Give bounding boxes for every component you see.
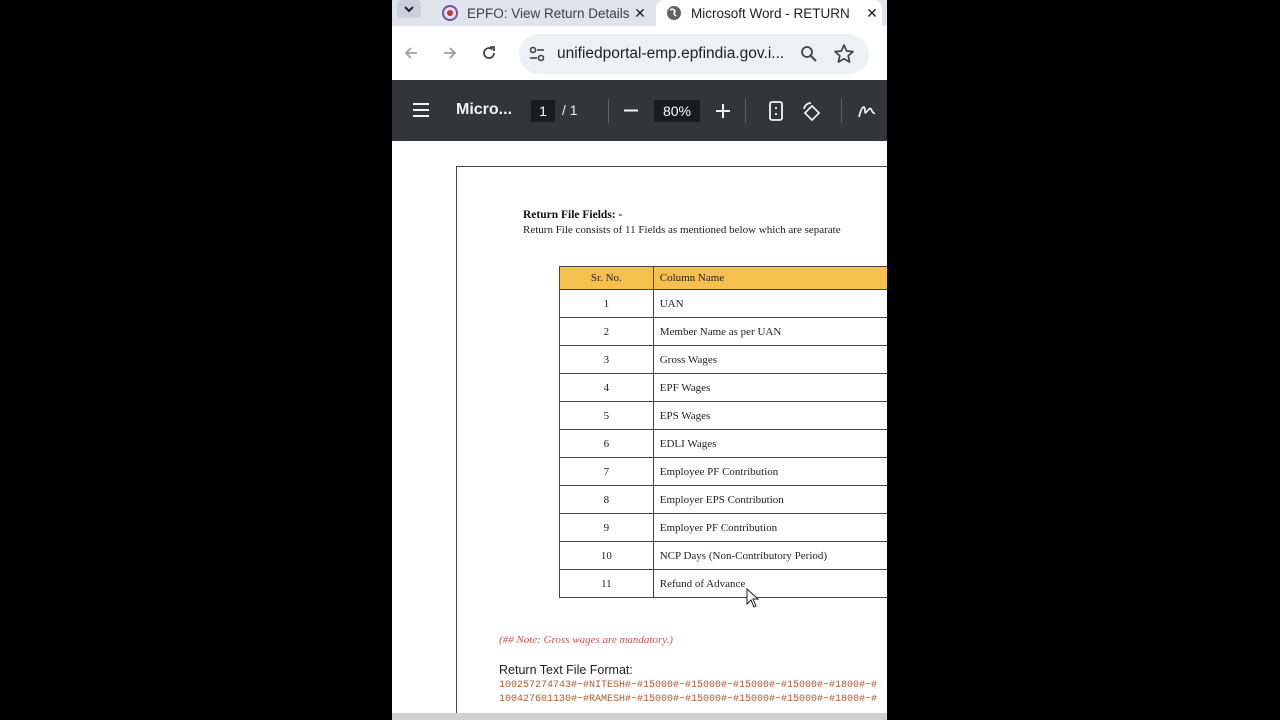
table-header-row	[560, 267, 888, 290]
page-number-input[interactable]: 1	[531, 100, 555, 122]
header-sr-no: Sr. No.	[560, 267, 654, 290]
table-row	[560, 542, 888, 570]
zoom-magnifier-icon[interactable]	[799, 44, 819, 64]
cell-column-name: Gross Wages	[653, 346, 887, 374]
close-tab-icon[interactable]: ✕	[866, 4, 878, 21]
cell-sr-no: 3	[560, 346, 654, 374]
table-row	[560, 430, 888, 458]
cell-sr-no: 8	[560, 486, 654, 514]
epfo-logo-icon	[442, 5, 458, 21]
cell-column-name: Employer EPS Contribution	[653, 486, 887, 514]
gross-wages-note: (## Note: Gross wages are mandatory.)	[499, 634, 673, 646]
browser-window	[392, 0, 887, 720]
annotate-pen-icon[interactable]	[857, 100, 877, 122]
cell-sr-no: 10	[560, 542, 654, 570]
section-heading: Return File Fields: -	[523, 209, 623, 221]
horizontal-scrollbar[interactable]	[392, 713, 887, 720]
zoom-level-input[interactable]: 80%	[654, 100, 700, 122]
cell-sr-no: 4	[560, 374, 654, 402]
globe-icon	[666, 5, 682, 21]
reload-icon	[481, 45, 497, 61]
toolbar-divider	[841, 99, 842, 123]
table-row	[560, 402, 888, 430]
format-title: Return Text File Format:	[499, 663, 633, 677]
close-tab-icon[interactable]: ✕	[634, 4, 646, 21]
pdf-document-area[interactable]	[392, 141, 887, 713]
mouse-pointer-icon	[746, 588, 760, 608]
cell-column-name: EPF Wages	[653, 374, 887, 402]
browser-toolbar	[392, 26, 887, 80]
tab-search-dropdown[interactable]	[397, 0, 421, 18]
cell-column-name: UAN	[653, 290, 887, 318]
forward-button[interactable]	[438, 41, 462, 65]
intro-text: Return File consists of 11 Fields as mentioned below which are separate	[523, 224, 841, 236]
cell-sr-no: 7	[560, 458, 654, 486]
zoom-out-icon[interactable]	[624, 109, 638, 112]
return-fields-table	[559, 266, 887, 598]
cell-column-name: Refund of Advance	[653, 570, 887, 598]
tab-epfo-view-return[interactable]	[438, 0, 650, 26]
table-row	[560, 290, 888, 318]
cell-column-name: Employee PF Contribution	[653, 458, 887, 486]
header-column-name: Column Name	[653, 267, 887, 290]
cell-column-name: Employer PF Contribution	[653, 514, 887, 542]
toolbar-divider	[745, 99, 746, 123]
cell-sr-no: 5	[560, 402, 654, 430]
site-settings-icon[interactable]	[527, 44, 547, 64]
table-row	[560, 486, 888, 514]
format-example-line: 100257274743#~#NITESH#~#15000#~#15000#~#15000#~#15000#~#1800#~#	[499, 680, 878, 691]
table-row	[560, 318, 888, 346]
rotate-icon[interactable]	[801, 100, 821, 122]
cell-sr-no: 2	[560, 318, 654, 346]
format-example-line: 100427601130#~#RAMESH#~#15000#~#15000#~#15000#~#15000#~#1800#~#	[499, 694, 878, 705]
cell-sr-no: 1	[560, 290, 654, 318]
cell-column-name: EDLI Wages	[653, 430, 887, 458]
table-row	[560, 570, 888, 598]
reload-button[interactable]	[477, 41, 501, 65]
page-count: / 1	[562, 102, 578, 118]
arrow-left-icon	[403, 45, 419, 61]
menu-icon[interactable]	[412, 102, 430, 118]
pdf-page	[456, 166, 887, 713]
cell-column-name: Member Name as per UAN	[653, 318, 887, 346]
table-row	[560, 514, 888, 542]
tab-title: Microsoft Word - RETURN	[691, 5, 850, 21]
arrow-right-icon	[442, 45, 458, 61]
cell-sr-no: 9	[560, 514, 654, 542]
pdf-title: Micro...	[456, 101, 513, 118]
table-row	[560, 458, 888, 486]
cell-sr-no: 6	[560, 430, 654, 458]
back-button[interactable]	[399, 41, 423, 65]
toolbar-divider	[608, 99, 609, 123]
zoom-in-icon[interactable]	[716, 104, 730, 118]
url-text[interactable]: unifiedportal-emp.epfindia.gov.i...	[557, 45, 785, 62]
bookmark-star-icon[interactable]	[833, 43, 855, 65]
cell-column-name: EPS Wages	[653, 402, 887, 430]
fit-page-icon[interactable]	[766, 100, 786, 122]
table-row	[560, 346, 888, 374]
pdf-toolbar	[392, 80, 887, 141]
tab-microsoft-word-return[interactable]	[656, 0, 882, 26]
cell-sr-no: 11	[560, 570, 654, 598]
table-row	[560, 374, 888, 402]
chevron-down-icon	[404, 6, 414, 13]
address-bar[interactable]	[519, 34, 869, 74]
cell-column-name: NCP Days (Non-Contributory Period)	[653, 542, 887, 570]
tab-strip	[392, 0, 887, 26]
tab-title: EPFO: View Return Details	[467, 5, 630, 21]
